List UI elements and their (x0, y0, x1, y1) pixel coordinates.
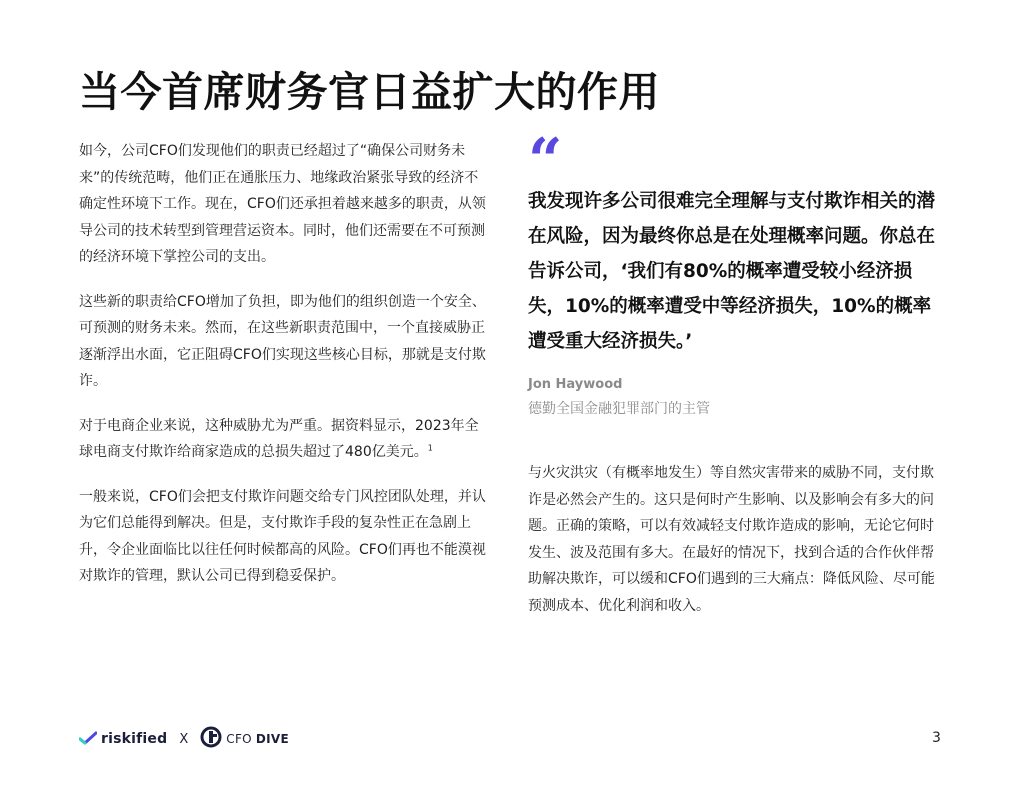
cfo-dive-logo (200, 726, 289, 752)
paragraph-2: 这些新的职责给CFO增加了负担，即为他们的组织创造一个安全、可预测的财务未来。然而，在这些新职责范围中，一个直接威胁正逐渐浮出水面，它正阻碍CFO们实现这些核心目标，那就是支付欺诈。 (79, 293, 486, 389)
riskified-logo-text: riskified (101, 731, 168, 747)
quote-mark-icon: “ (528, 126, 563, 196)
cfo-dive-logo-text-cfo: CFO (226, 732, 252, 746)
checkmark-icon (79, 730, 97, 749)
quote-author-role: 德勤全国金融犯罪部门的主管 (528, 401, 710, 417)
left-column (79, 138, 491, 608)
paragraph-4: 一般来说，CFO们会把支付欺诈问题交给专门风控团队处理，并认为它们总能得到解决。但是，支付欺诈手段的复杂性正在急剧上升，令企业面临比以往任何时候都高的风险。CFO们再也不能漠视对欺诈的管理，默认公司已得到稳妥保护。 (79, 488, 486, 584)
paragraph-1: 如今，公司CFO们发现他们的职责已经超过了“确保公司财务未来”的传统范畴，他们正在通胀压力、地缘政治紧张导致的经济不确定性环境下工作。现在，CFO们还承担着越来越多的职责，从领导公司的技术转型到管理营运资本。同时，他们还需要在不可预测的经济环境下掌控公司的支出。 (79, 143, 486, 265)
right-column-paragraph: 与火灾洪灾（有概率地发生）等自然灾害带来的威胁不同，支付欺诈是必然会产生的。这只是何时产生影响、以及影响会有多大的问题。正确的策略，可以有效减轻支付欺诈造成的影响，无论它何时发生、波及范围有多大。在最好的情况下，找到合适的合作伙伴帮助解决欺诈，可以缓和CFO们遇到的三大痛点：降低风险、尽可能预测成本、优化利润和收入。 (528, 465, 935, 614)
cfo-dive-icon (200, 726, 222, 752)
paragraph-3-text: 对于电商企业来说，这种威胁尤为严重。据资料显示，2023年全球电商支付欺诈给商家造成的总损失超过了480亿美元。 (79, 417, 479, 460)
paragraph-3 (79, 413, 491, 466)
footnote-marker: 1 (427, 443, 433, 453)
footer (79, 727, 289, 751)
quote-author: Jon Haywood (528, 377, 623, 392)
pull-quote: 我发现许多公司很难完全理解与支付欺诈相关的潜在风险，因为最终你总是在处理概率问题。你总在告诉公司，‘我们有80%的概率遭受较小经济损失，10%的概率遭受中等经济损失，10%的概率遭受重大经济损失。’ (528, 191, 936, 352)
riskified-logo (79, 730, 167, 749)
logo-separator: X (179, 731, 189, 747)
page-title: 当今首席财务官日益扩大的作用 (79, 68, 660, 116)
cfo-dive-logo-text-dive: DIVE (255, 732, 290, 746)
page-number: 3 (932, 730, 941, 746)
